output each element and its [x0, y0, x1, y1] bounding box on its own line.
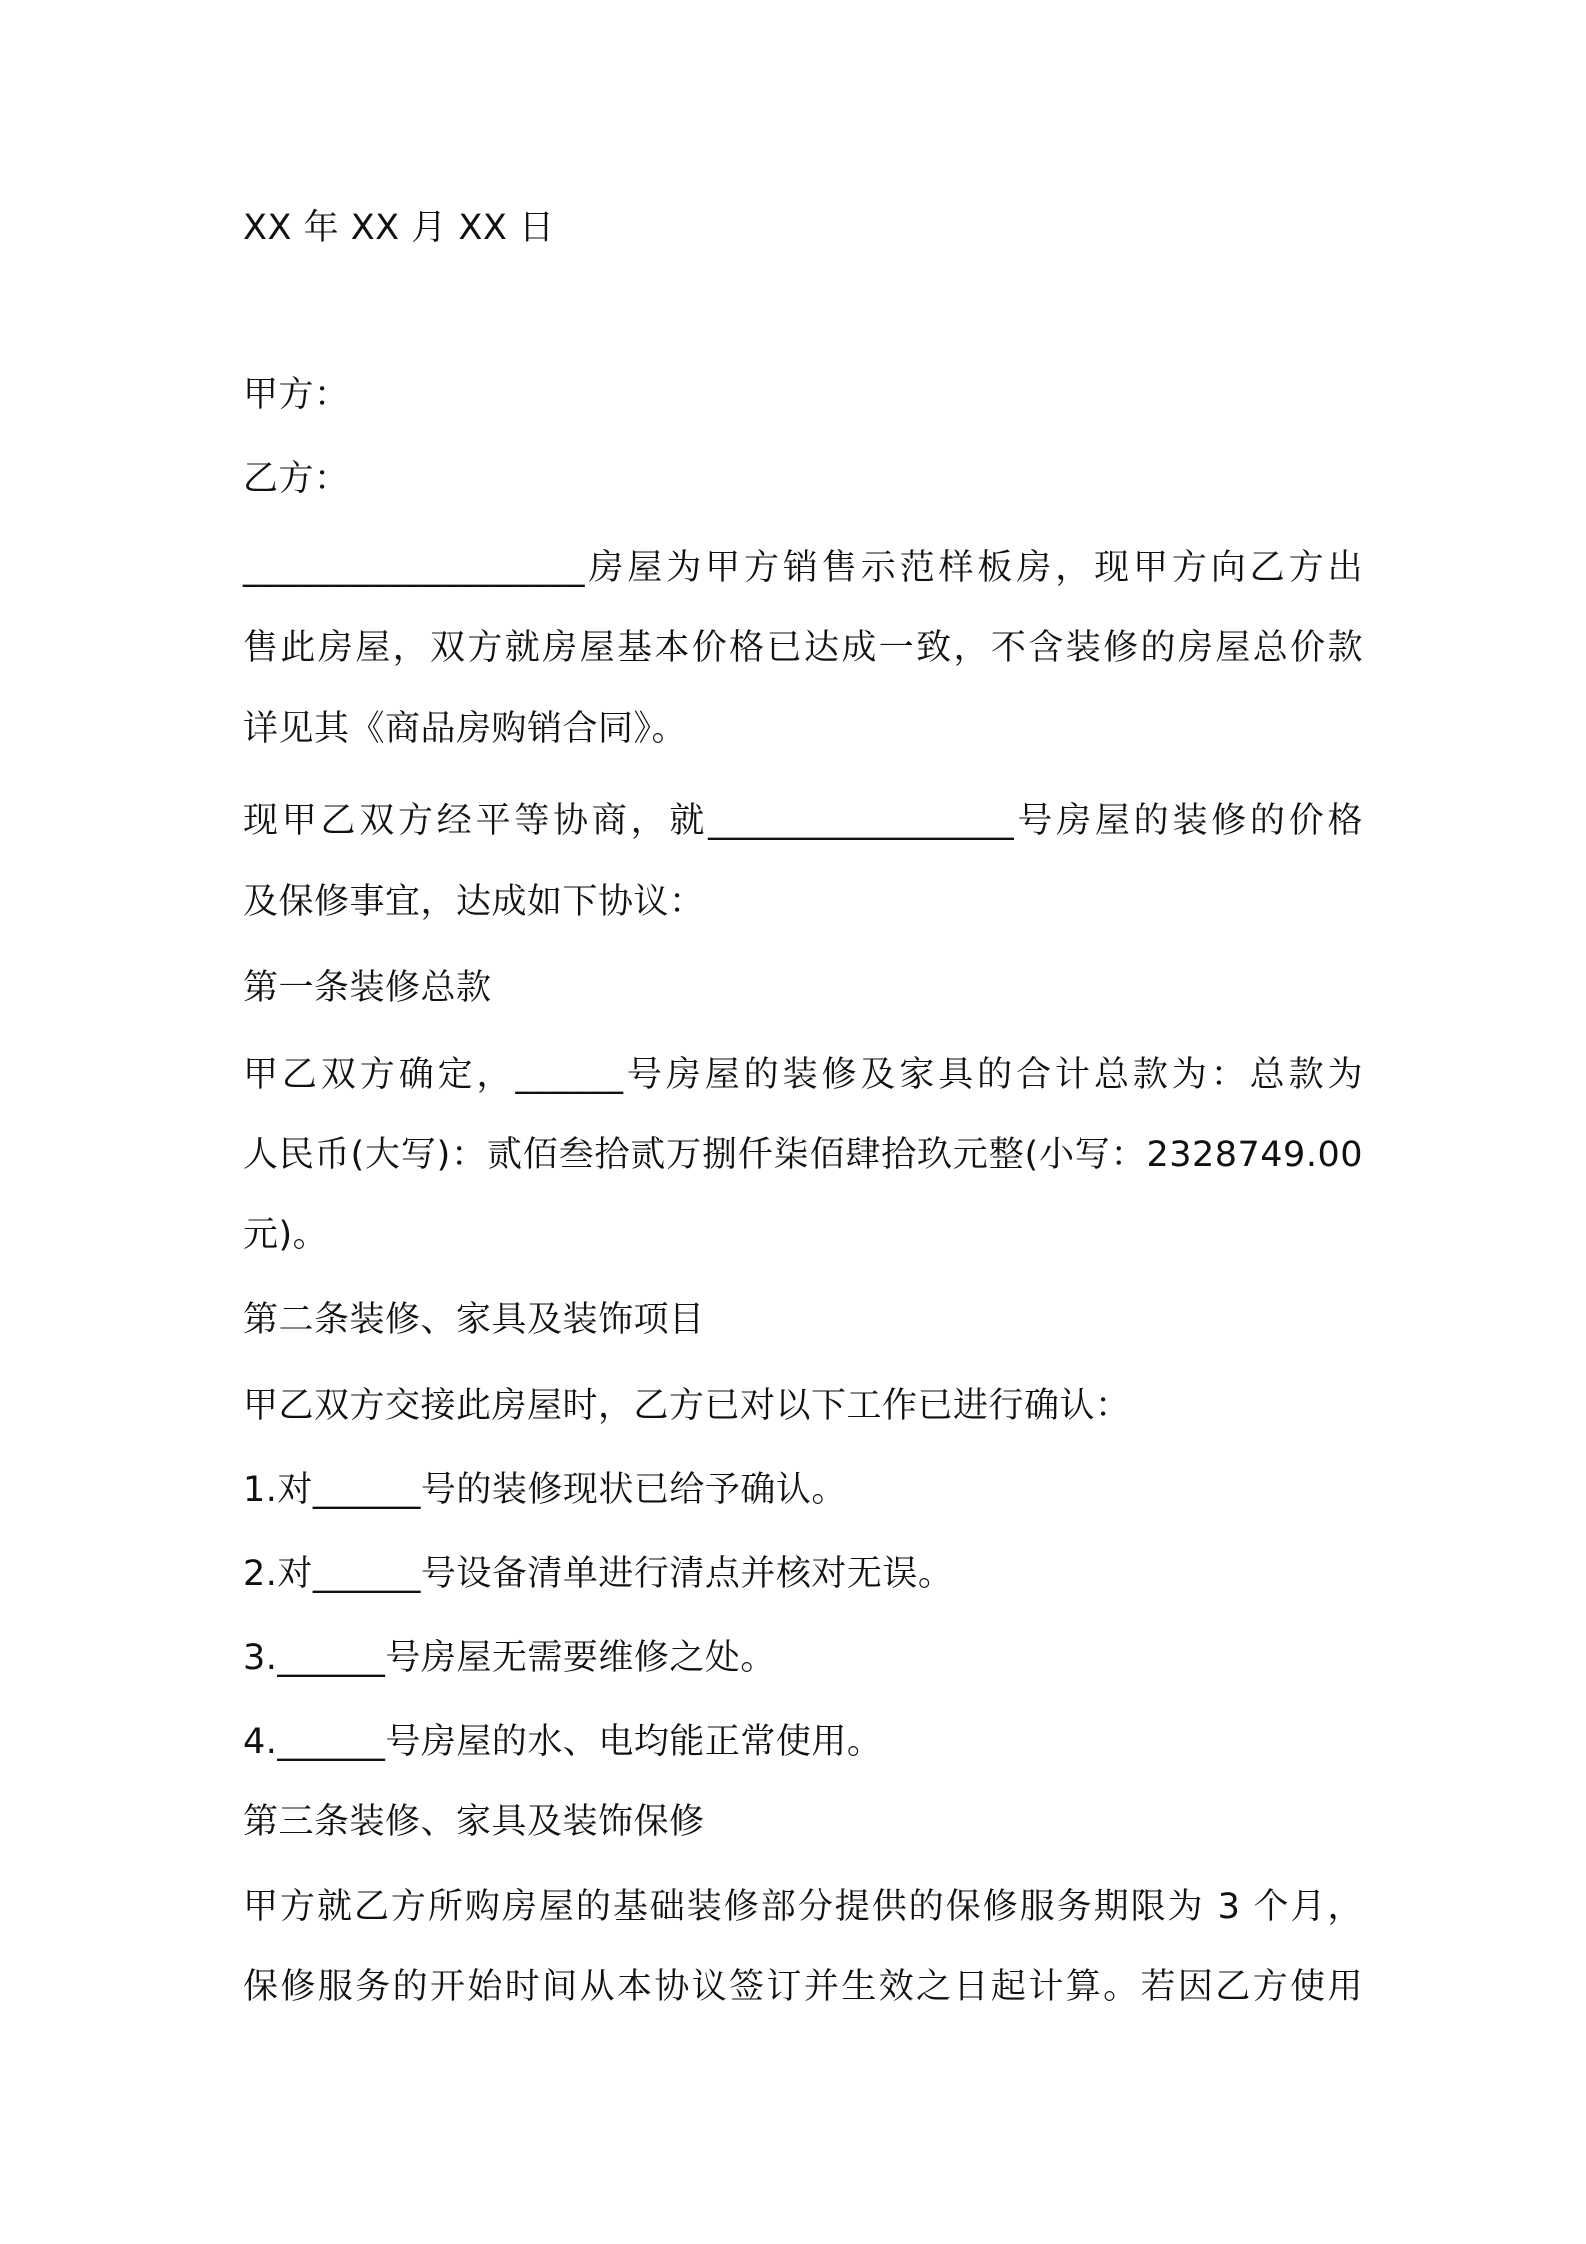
party-a-label: 甲方： — [243, 375, 350, 415]
intro-line-3: 详见其《商品房购销合同》。 — [243, 709, 688, 749]
article-2-title: 第二条装修、家具及装饰项目 — [243, 1300, 705, 1340]
article-3-title: 第三条装修、家具及装饰保修 — [243, 1802, 705, 1842]
article-1-title: 第一条装修总款 — [243, 968, 492, 1008]
article-3-line-2: 保修服务的开始时间从本协议签订并生效之日起计算。若因乙方使用 — [243, 1967, 1363, 2007]
negotiation-line-2: 及保修事宜，达成如下协议： — [243, 882, 705, 922]
negotiation-line-1: 现甲乙双方经平等协商，就_________________号房屋的装修的价格 — [243, 801, 1363, 841]
article-2-item-2: 2.对______号设备清单进行清点并核对无误。 — [243, 1554, 954, 1594]
intro-line-2: 售此房屋，双方就房屋基本价格已达成一致，不含装修的房屋总价款 — [243, 628, 1363, 668]
party-b-label: 乙方： — [243, 459, 350, 499]
intro-line-1: ___________________房屋为甲方销售示范样板房，现甲方向乙方出 — [243, 548, 1363, 588]
article-2-item-4: 4.______号房屋的水、电均能正常使用。 — [243, 1722, 883, 1762]
article-3-line-1: 甲方就乙方所购房屋的基础装修部分提供的保修服务期限为 3 个月， — [243, 1887, 1363, 1927]
article-1-line-1: 甲乙双方确定，______号房屋的装修及家具的合计总款为：总款为 — [243, 1055, 1363, 1095]
article-1-line-2: 人民币(大写)：贰佰叁拾贰万捌仟柒佰肆拾玖元整(小写：2328749.00 — [243, 1135, 1363, 1175]
article-2-item-3: 3.______号房屋无需要维修之处。 — [243, 1638, 776, 1678]
article-1-line-3: 元)。 — [243, 1215, 329, 1255]
article-2-intro: 甲乙双方交接此房屋时，乙方已对以下工作已进行确认： — [243, 1386, 1131, 1426]
document-date: XX 年 XX 月 XX 日 — [243, 208, 555, 248]
article-2-item-1: 1.对______号的装修现状已给予确认。 — [243, 1470, 847, 1510]
